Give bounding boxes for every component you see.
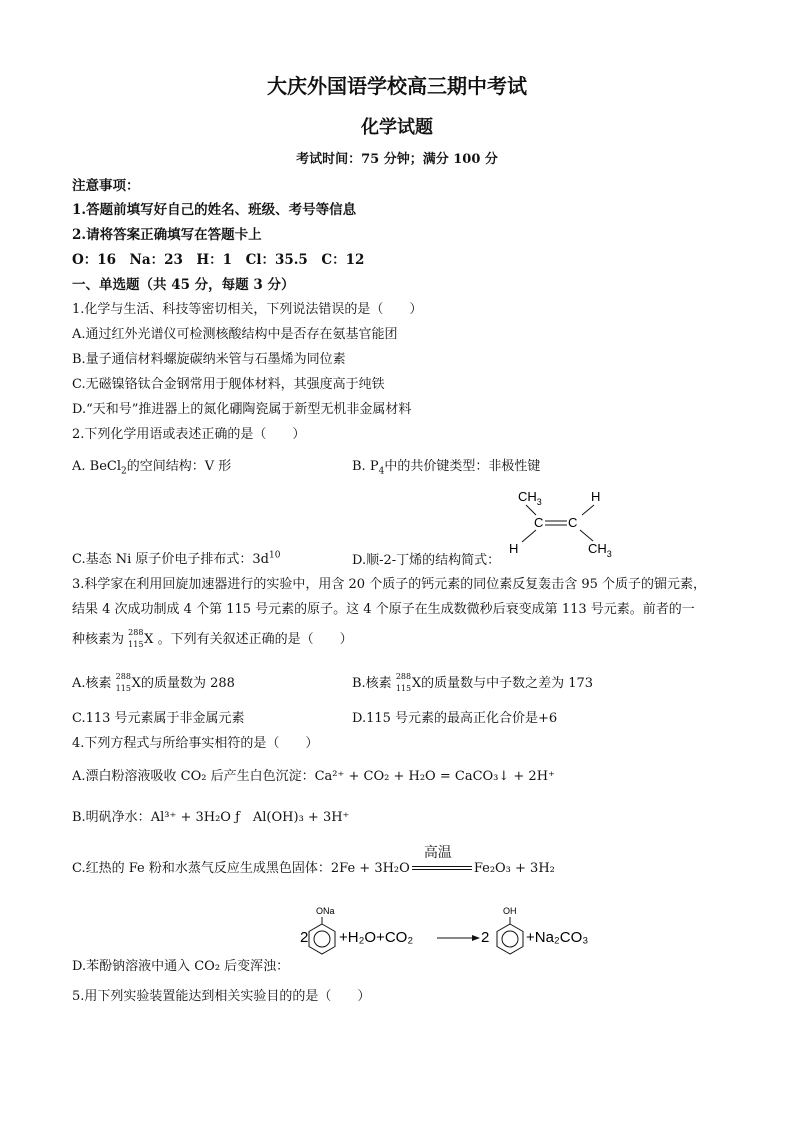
exam-subject: 化学试题 [361,117,433,138]
notes-heading: 注意事项： [72,178,140,194]
q3-line3-prefix: 种核素为 [72,632,125,647]
q2-b-sub: 4 [378,466,385,477]
q4-a-text: A.漂白粉溶液吸收 CO₂ 后产生白色沉淀： [72,769,315,784]
nuclide-x-a: X [131,676,141,691]
nuclide-symbol-a: 288 115 [115,671,131,693]
q4-d-equation [300,902,600,964]
q3-line-1: 3.科学家在利用回旋加速器进行的实验中，用含 20 个质子的钙元素的同位素反复轰击含 95 个质子的镅元素， [72,577,707,592]
q1-option-b: B.量子通信材料螺旋碳纳米管与石墨烯为同位素 [72,352,346,367]
q1-option-d: D.“天和号”推进器上的氮化硼陶瓷属于新型无机非金属材料 [72,402,412,417]
q1-option-a: A.通过红外光谱仪可检测核酸结构中是否存在氨基官能团 [72,327,398,342]
q4-c-right: Fe₂O₃ + 3H₂ [473,861,555,876]
q5-stem: 5.用下列实验装置能达到相关实验目的的是（ ） [72,989,371,1004]
q4-a-equation: Ca²⁺ + CO₂ + H₂O = CaCO₃↓ + 2H⁺ [314,769,555,784]
products-right: +Na₂CO₃ [526,929,589,946]
struct-h-top: H [591,489,601,504]
q2-a-suffix: 的空间结构：V 形 [126,459,232,474]
q3-a-suffix: 的质量数为 288 [140,676,235,691]
q3-option-d: D.115 号元素的最高正化合价是+6 [352,711,558,726]
q2-option-c [72,548,280,567]
q4-option-b [72,806,349,825]
struct-ch3-bottom: $CH_3$ [588,541,612,558]
ona-label: ONa [316,906,335,916]
coef-2-right: 2 [481,929,490,946]
nuclide-x-b: X [411,676,422,691]
notes-item-1: 1.答题前填写好自己的姓名、班级、考号等信息 [72,202,357,218]
q3-line-3 [72,628,353,650]
struct-h-bottom: H [509,541,519,556]
section-heading: 一、单选题（共 45 分，每题 3 分） [72,277,295,293]
q2-option-b [352,455,540,477]
atomic-masses: O：16 Na：23 H：1 Cl：35.5 C：12 [72,252,365,268]
benzene-ring-left [309,924,335,954]
q2-stem: 2.下列化学用语或表述正确的是（ ） [72,427,306,442]
q2-c-sup: 10 [269,550,281,561]
struct-c-right: C [568,515,578,530]
exam-info: 考试时间：75 分钟；满分 100 分 [296,152,498,167]
q4-option-d: D.苯酚钠溶液中通入 CO₂ 后变浑浊： [72,959,290,974]
q3-b-suffix: 的质量数与中子数之差为 173 [421,676,594,691]
q2-option-a [72,455,231,477]
coef-2-left: 2 [300,929,309,946]
exam-title: 大庆外国语学校高三期中考试 [267,74,527,98]
q4-option-c [72,844,555,876]
cis-2-butene-structure [500,483,630,558]
reactants-mid: +H₂O+CO₂ [339,929,414,946]
q4-option-a [72,765,555,784]
q4-b-text: B.明矾净水： [72,810,151,825]
oh-label: OH [503,906,517,916]
q3-line-2: 结果 4 次成功制成 4 个第 115 号元素的原子。这 4 个原子在生成数微秒后衰变成第 113 号元素。前者的一 [72,602,695,617]
q2-c-prefix: C.基态 Ni 原子价电子排布式：3d [72,552,270,567]
q3-option-c: C.113 号元素属于非金属元素 [72,711,245,726]
struct-c-left: C [534,515,544,530]
q3-a-prefix: A.核素 [72,676,112,691]
q4-b-equation: Al³⁺ + 3H₂O ƒ Al(OH)₃ + 3H⁺ [150,810,350,825]
q3-option-a [72,672,235,694]
q4-c-text: C.红热的 Fe 粉和水蒸气反应生成黑色固体： [72,861,331,876]
q1-option-c: C.无磁镍铬钛合金钢常用于舰体材料，其强度高于纯铁 [72,377,385,392]
q2-b-prefix: B. P [352,459,379,474]
nuclide-symbol: 288 115 [128,627,144,649]
q1-stem: 1.化学与生活、科技等密切相关，下列说法错误的是（ ） [72,302,423,317]
struct-ch3-top: $CH_3$ [518,489,542,507]
q2-a-prefix: A. BeCl [72,459,122,474]
q3-option-b [352,672,593,694]
notes-item-2: 2.请将答案正确填写在答题卡上 [72,227,262,243]
q4-stem: 4.下列方程式与所给事实相符的是（ ） [72,736,319,751]
benzene-ring-right [497,924,523,954]
q3-b-prefix: B.核素 [352,676,392,691]
q4-c-condition: 高温 [423,844,452,861]
q4-c-left: 2Fe + 3H₂O [330,861,410,876]
nuclide-symbol-b: 288 115 [395,671,412,693]
q2-a-sub: 2 [121,466,127,477]
q4-c-arrow [410,844,474,876]
q2-b-suffix: 中的共价键类型：非极性键 [384,459,541,474]
q3-line3-suffix: 。下列有关叙述正确的是（ ） [157,632,353,647]
q2-option-d: D.顺-2-丁烯的结构简式： [352,553,501,568]
nuclide-x: X [144,632,154,647]
